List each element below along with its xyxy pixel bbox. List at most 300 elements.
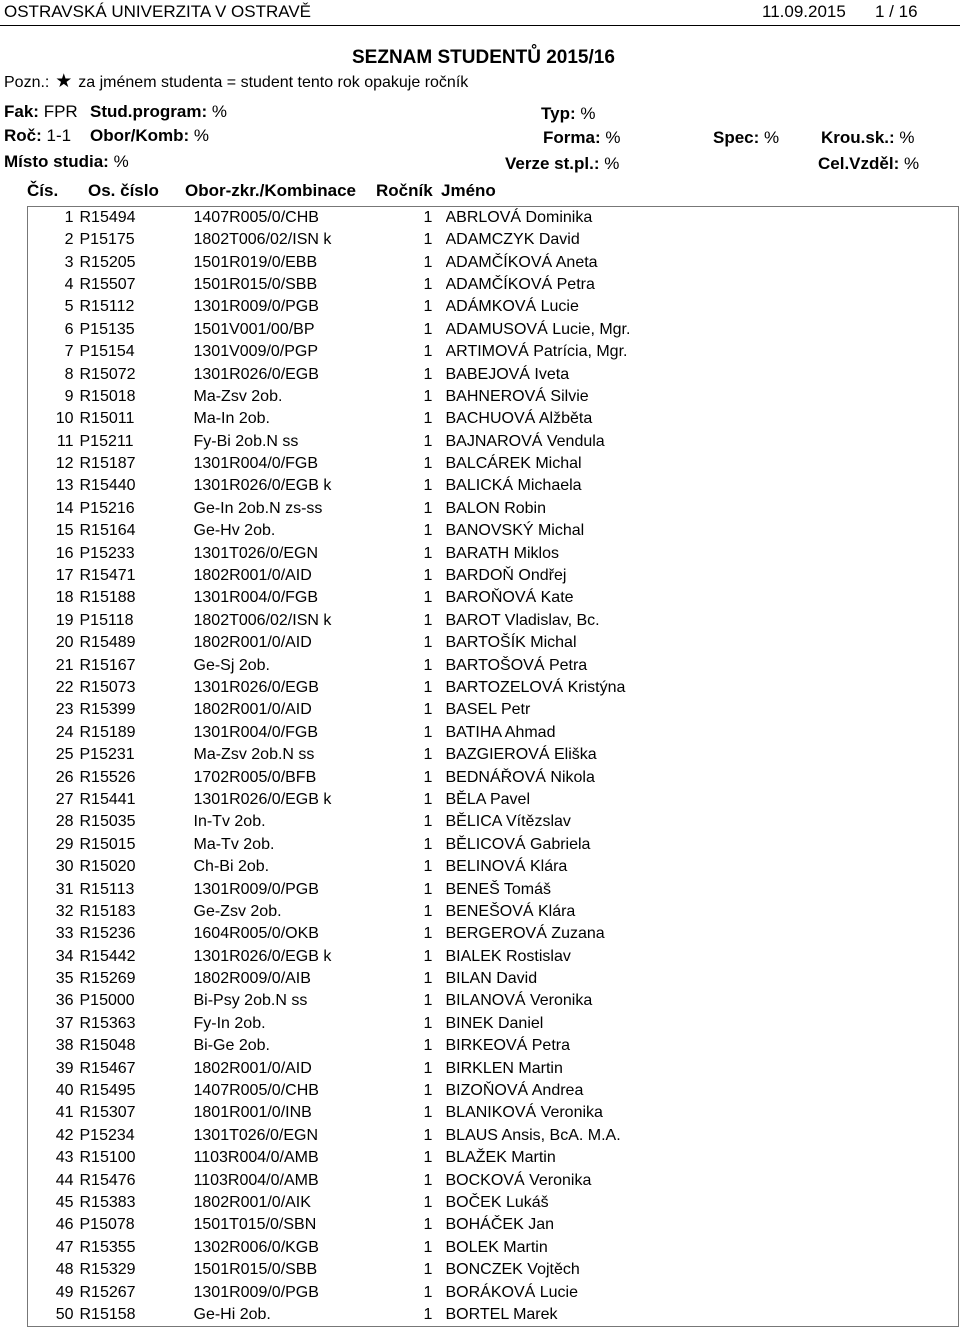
student-name: BĚLA Pavel — [445, 790, 530, 808]
filter-vzdel — [818, 154, 919, 174]
student-name: BLAŽEK Martin — [445, 1149, 556, 1167]
star-icon: ★ — [55, 71, 73, 92]
student-name: BARDOŇ Ondřej — [445, 567, 567, 585]
year: 1 — [423, 656, 433, 674]
year: 1 — [423, 611, 433, 629]
program-code: 1802R001/0/AID — [193, 1059, 312, 1077]
program-code: 1301R026/0/EGB k — [193, 790, 332, 808]
row-number: 22 — [55, 679, 74, 696]
student-id: R15205 — [79, 253, 136, 271]
year: 1 — [423, 231, 433, 249]
student-id: R15187 — [79, 455, 136, 473]
student-id: P15154 — [79, 343, 135, 361]
filter-spec-label: Spec: — [713, 128, 760, 147]
program-code: 1407R005/0/CHB — [193, 1082, 319, 1100]
row-number: 18 — [55, 589, 74, 607]
student-id: R15236 — [79, 925, 136, 943]
table-row — [28, 856, 959, 878]
student-id: R15507 — [79, 275, 136, 293]
year: 1 — [423, 880, 433, 898]
table-row — [28, 1035, 959, 1057]
program-code: 1501R015/0/SBB — [193, 1261, 318, 1279]
year: 1 — [423, 813, 433, 831]
year: 1 — [423, 298, 433, 316]
student-id: R15476 — [79, 1171, 136, 1189]
filter-typ — [541, 104, 595, 124]
student-name: BIZOŇOVÁ Andrea — [445, 1082, 584, 1100]
year: 1 — [423, 209, 433, 226]
filter-obor-label: Obor/Komb: — [90, 126, 190, 145]
program-code: 1802R009/0/AIB — [193, 970, 311, 988]
year: 1 — [423, 835, 433, 853]
table-row — [28, 677, 959, 699]
year: 1 — [423, 320, 433, 338]
year: 1 — [423, 1193, 433, 1211]
table-row — [28, 498, 959, 520]
program-code: 1802T006/02/ISN k — [193, 611, 332, 629]
program-code: 1103R004/0/AMB — [193, 1149, 319, 1167]
program-code: 1103R004/0/AMB — [193, 1171, 319, 1189]
student-id: R15383 — [79, 1193, 136, 1211]
row-number: 9 — [64, 387, 74, 405]
program-code: 1301R026/0/EGB k — [193, 477, 332, 495]
student-name: BARTOŠÍK Michal — [445, 634, 577, 652]
year: 1 — [423, 275, 433, 293]
table-row — [28, 1169, 959, 1191]
university-name: OSTRAVSKÁ UNIVERZITA V OSTRAVĚ — [4, 2, 312, 21]
student-id: R15072 — [79, 365, 136, 383]
row-number: 41 — [55, 1104, 74, 1122]
student-name: BOLEK Martin — [445, 1238, 548, 1256]
program-code: 1501T015/0/SBN — [193, 1216, 317, 1234]
student-id: R15442 — [79, 947, 136, 965]
program-code: 1802R001/0/AID — [193, 701, 312, 719]
program-code: 1301R009/0/PGB — [193, 880, 319, 898]
student-name: BINEK Daniel — [445, 1014, 544, 1032]
table-row — [28, 834, 959, 856]
student-id: R15363 — [79, 1014, 136, 1032]
row-number: 10 — [55, 410, 74, 428]
year: 1 — [423, 544, 433, 562]
row-number: 2 — [64, 231, 74, 249]
filter-krou — [821, 128, 915, 148]
program-code: 1802R001/0/AIK — [193, 1193, 311, 1211]
year: 1 — [423, 1014, 433, 1032]
student-name: BATIHA Ahmad — [445, 723, 556, 741]
student-id: R15048 — [79, 1037, 136, 1055]
student-name: BEDNÁŘOVÁ Nikola — [445, 768, 595, 786]
filter-typ-value: % — [580, 104, 596, 123]
program-code: 1801R001/0/INB — [193, 1104, 312, 1122]
row-number: 39 — [55, 1059, 74, 1077]
table-row — [28, 610, 959, 632]
program-code: 1802R001/0/AID — [193, 567, 312, 585]
page-title: SEZNAM STUDENTŮ 2015/16 — [352, 47, 615, 68]
table-row — [28, 408, 959, 430]
page-counter: 1 / 16 — [875, 2, 918, 21]
year: 1 — [423, 1037, 433, 1055]
student-id: R15158 — [79, 1305, 136, 1323]
year: 1 — [423, 634, 433, 652]
row-number: 45 — [55, 1193, 74, 1211]
row-number: 49 — [55, 1283, 74, 1301]
student-id: R15267 — [79, 1283, 136, 1301]
program-code: 1501V001/00/BP — [193, 320, 315, 338]
student-name: ADAMUSOVÁ Lucie, Mgr. — [445, 320, 631, 338]
filter-misto-label: Místo studia: — [4, 152, 109, 171]
table-row — [28, 1013, 959, 1035]
student-name: BORTEL Marek — [445, 1305, 558, 1323]
student-id: R15440 — [79, 477, 136, 495]
row-number: 50 — [55, 1305, 74, 1323]
table-row — [28, 251, 959, 273]
row-number: 43 — [55, 1149, 74, 1167]
table-row — [28, 1102, 959, 1124]
program-code: 1301R004/0/FGB — [193, 723, 319, 741]
program-code: 1501R019/0/EBB — [193, 253, 318, 271]
year: 1 — [423, 858, 433, 876]
col-header-jmeno: Jméno — [441, 181, 496, 200]
year: 1 — [423, 455, 433, 473]
filter-spec-value: % — [764, 128, 780, 147]
row-number: 24 — [55, 723, 74, 741]
student-name: ADAMČÍKOVÁ Aneta — [445, 253, 598, 271]
program-code: Ma-In 2ob. — [193, 410, 270, 428]
student-name: BARTOZELOVÁ Kristýna — [445, 679, 626, 696]
year: 1 — [423, 902, 433, 920]
student-name: BENEŠOVÁ Klára — [445, 902, 576, 920]
student-name: BELINOVÁ Klára — [445, 858, 568, 876]
student-name: BAROŇOVÁ Kate — [445, 589, 574, 607]
table-row — [28, 1192, 959, 1214]
program-code: Ch-Bi 2ob. — [193, 858, 270, 876]
row-number: 30 — [55, 858, 74, 876]
student-id: R15269 — [79, 970, 136, 988]
print-date: 11.09.2015 — [762, 2, 846, 21]
program-code: Ma-Zsv 2ob.N ss — [193, 746, 315, 764]
table-row — [28, 475, 959, 497]
student-id: P15118 — [79, 611, 134, 629]
program-code: 1301R026/0/EGB — [193, 679, 319, 696]
year: 1 — [423, 1059, 433, 1077]
student-name: BIALEK Rostislav — [445, 947, 571, 965]
student-id: R15189 — [79, 723, 136, 741]
program-code: 1301T026/0/EGN — [193, 544, 319, 562]
table-row — [28, 587, 959, 609]
student-id: R15471 — [79, 567, 136, 585]
student-id: R15441 — [79, 790, 136, 808]
filter-krou-label: Krou.sk.: — [821, 128, 895, 147]
student-id: R15489 — [79, 634, 136, 652]
student-id: R15467 — [79, 1059, 136, 1077]
row-number: 14 — [55, 499, 74, 517]
filter-misto-value: % — [113, 152, 129, 171]
filter-fak-value: FPR — [43, 102, 78, 121]
student-name: BIRKEOVÁ Petra — [445, 1037, 570, 1055]
row-number: 46 — [55, 1216, 74, 1234]
program-code: 1301R009/0/PGB — [193, 298, 319, 316]
row-number: 40 — [55, 1082, 74, 1100]
program-code: Ma-Zsv 2ob. — [193, 387, 283, 405]
table-row — [28, 1281, 959, 1303]
year: 1 — [423, 723, 433, 741]
program-code: Fy-In 2ob. — [193, 1014, 266, 1032]
student-id: R15020 — [79, 858, 136, 876]
table-row — [28, 453, 959, 475]
row-number: 8 — [64, 365, 74, 383]
filter-roc-label: Roč: — [4, 126, 42, 145]
table-row — [28, 1214, 959, 1236]
table-row — [28, 946, 959, 968]
student-name: BIRKLEN Martin — [445, 1059, 563, 1077]
row-number: 32 — [55, 902, 74, 920]
student-id: R15183 — [79, 902, 136, 920]
student-name: BOCKOVÁ Veronika — [445, 1171, 592, 1189]
program-code: 1407R005/0/CHB — [193, 209, 319, 226]
student-name: BILANOVÁ Veronika — [445, 992, 593, 1010]
row-number: 25 — [55, 746, 74, 764]
student-name: BILAN David — [445, 970, 538, 988]
filter-fak — [4, 102, 78, 122]
year: 1 — [423, 1283, 433, 1301]
student-name: BLANIKOVÁ Veronika — [445, 1104, 603, 1122]
student-name: BAHNEROVÁ Silvie — [445, 387, 589, 405]
student-id: P15231 — [79, 746, 135, 764]
year: 1 — [423, 1126, 433, 1144]
program-code: 1301R026/0/EGB k — [193, 947, 332, 965]
student-id: R15100 — [79, 1149, 136, 1167]
row-number: 7 — [64, 343, 74, 361]
year: 1 — [423, 365, 433, 383]
student-name: BĚLICOVÁ Gabriela — [445, 835, 591, 853]
row-number: 37 — [55, 1014, 74, 1032]
student-name: BALCÁREK Michal — [445, 455, 582, 473]
student-name: BENEŠ Tomáš — [445, 880, 552, 898]
table-row — [28, 699, 959, 721]
col-header-rocnik: Ročník — [376, 181, 433, 200]
student-name: BARATH Miklos — [445, 544, 559, 562]
row-number: 38 — [55, 1037, 74, 1055]
table-row — [28, 542, 959, 564]
student-name: ABRLOVÁ Dominika — [445, 209, 593, 226]
student-id: R15113 — [79, 880, 135, 898]
year: 1 — [423, 343, 433, 361]
table-row — [28, 1057, 959, 1079]
year: 1 — [423, 970, 433, 988]
program-code: 1702R005/0/BFB — [193, 768, 317, 786]
filter-forma-label: Forma: — [543, 128, 601, 147]
year: 1 — [423, 925, 433, 943]
program-code: In-Tv 2ob. — [193, 813, 266, 831]
filter-stud-program — [90, 102, 227, 122]
row-number: 48 — [55, 1261, 74, 1279]
student-name: BERGEROVÁ Zuzana — [445, 925, 605, 943]
student-name: BALICKÁ Michaela — [445, 477, 582, 495]
table-row — [28, 878, 959, 900]
year: 1 — [423, 768, 433, 786]
note-line — [4, 70, 468, 93]
row-number: 16 — [55, 544, 74, 562]
row-number: 35 — [55, 970, 74, 988]
filter-roc-value: 1-1 — [46, 126, 72, 145]
table-row — [28, 1237, 959, 1259]
year: 1 — [423, 1149, 433, 1167]
student-name: ADAMČÍKOVÁ Petra — [445, 275, 595, 293]
year: 1 — [423, 992, 433, 1010]
year: 1 — [423, 567, 433, 585]
table-row — [28, 968, 959, 990]
program-code: Ge-Zsv 2ob. — [193, 902, 282, 920]
student-name: BORÁKOVÁ Lucie — [445, 1283, 578, 1301]
program-code: Bi-Ge 2ob. — [193, 1037, 270, 1055]
table-row — [28, 431, 959, 453]
student-name: BOHÁČEK Jan — [445, 1216, 554, 1234]
student-rows — [28, 207, 959, 1327]
table-row — [28, 632, 959, 654]
filter-verze — [505, 154, 619, 174]
program-code: Ma-Tv 2ob. — [193, 835, 275, 853]
year: 1 — [423, 746, 433, 764]
year: 1 — [423, 790, 433, 808]
table-row — [28, 1080, 959, 1102]
header-divider — [0, 25, 960, 26]
student-table — [27, 206, 959, 1327]
student-id: R15526 — [79, 768, 136, 786]
table-row — [28, 901, 959, 923]
student-name: BANOVSKÝ Michal — [445, 522, 585, 540]
program-code: Ge-Hi 2ob. — [193, 1305, 271, 1323]
student-id: R15494 — [79, 209, 136, 226]
program-code: 1302R006/0/KGB — [193, 1238, 319, 1256]
student-name: BAJNAROVÁ Vendula — [445, 432, 605, 450]
year: 1 — [423, 1238, 433, 1256]
student-name: ADAMCZYK David — [445, 231, 580, 249]
row-number: 20 — [55, 634, 74, 652]
table-row — [28, 207, 959, 230]
student-id: R15355 — [79, 1238, 136, 1256]
year: 1 — [423, 679, 433, 696]
year: 1 — [423, 1171, 433, 1189]
row-number: 12 — [55, 455, 74, 473]
year: 1 — [423, 701, 433, 719]
year: 1 — [423, 1082, 433, 1100]
row-number: 11 — [56, 432, 74, 450]
row-number: 1 — [64, 209, 74, 226]
student-id: R15307 — [79, 1104, 136, 1122]
row-number: 44 — [55, 1171, 74, 1189]
year: 1 — [423, 432, 433, 450]
student-id: R15188 — [79, 589, 136, 607]
student-id: R15011 — [79, 410, 135, 428]
filter-obor-value: % — [193, 126, 210, 145]
filter-spec — [713, 128, 779, 148]
student-id: P15234 — [79, 1126, 135, 1144]
filter-vzdel-label: Cel.Vzděl: — [818, 154, 900, 173]
student-id: P15000 — [79, 992, 135, 1010]
program-code: 1501R015/0/SBB — [193, 275, 318, 293]
table-row — [28, 1147, 959, 1169]
table-row — [28, 1304, 959, 1327]
table-row — [28, 789, 959, 811]
student-name: BARTOŠOVÁ Petra — [445, 656, 588, 674]
program-code: 1301R004/0/FGB — [193, 455, 319, 473]
student-name: BALON Robin — [445, 499, 546, 517]
student-id: R15035 — [79, 813, 136, 831]
table-row — [28, 766, 959, 788]
filter-stud-program-label: Stud.program: — [90, 102, 208, 121]
year: 1 — [423, 410, 433, 428]
row-number: 6 — [64, 320, 74, 338]
student-id: P15211 — [79, 432, 134, 450]
year: 1 — [423, 499, 433, 517]
row-number: 33 — [55, 925, 74, 943]
student-name: BAROT Vladislav, Bc. — [445, 611, 600, 629]
student-id: P15233 — [79, 544, 135, 562]
table-row — [28, 386, 959, 408]
table-row — [28, 520, 959, 542]
program-code: Ge-Sj 2ob. — [193, 656, 270, 674]
student-name: BACHUOVÁ Alžběta — [445, 410, 593, 428]
filter-stud-program-value: % — [211, 102, 227, 121]
program-code: 1301T026/0/EGN — [193, 1126, 319, 1144]
row-number: 29 — [55, 835, 74, 853]
filter-verze-value: % — [604, 154, 620, 173]
program-code: Bi-Psy 2ob.N ss — [193, 992, 308, 1010]
table-row — [28, 1259, 959, 1281]
student-id: P15216 — [79, 499, 135, 517]
table-row — [28, 229, 959, 251]
filter-verze-label: Verze st.pl.: — [505, 154, 600, 173]
program-code: 1301R009/0/PGB — [193, 1283, 319, 1301]
student-name: ADÁMKOVÁ Lucie — [445, 298, 579, 316]
student-id: P15078 — [79, 1216, 135, 1234]
year: 1 — [423, 1216, 433, 1234]
year: 1 — [423, 1104, 433, 1122]
col-header-num: Čís. — [27, 181, 59, 200]
student-name: BĚLICA Vítězslav — [445, 813, 571, 831]
student-id: P15175 — [79, 231, 135, 249]
student-id: R15329 — [79, 1261, 136, 1279]
student-name: BONCZEK Vojtěch — [445, 1261, 580, 1279]
row-number: 28 — [55, 813, 74, 831]
program-code: 1301R004/0/FGB — [193, 589, 319, 607]
row-number: 15 — [55, 522, 74, 540]
row-number: 23 — [55, 701, 74, 719]
student-id: R15112 — [79, 298, 135, 316]
program-code: 1301V009/0/PGP — [193, 343, 319, 361]
table-row — [28, 341, 959, 363]
table-row — [28, 274, 959, 296]
col-header-obor: Obor-zkr./Kombinace — [185, 181, 356, 200]
year: 1 — [423, 477, 433, 495]
year: 1 — [423, 522, 433, 540]
student-name: BABEJOVÁ Iveta — [445, 365, 570, 383]
student-id: R15018 — [79, 387, 136, 405]
student-name: ARTIMOVÁ Patrícia, Mgr. — [445, 343, 628, 361]
filter-forma-value: % — [605, 128, 621, 147]
table-row — [28, 744, 959, 766]
student-name: BASEL Petr — [445, 701, 531, 719]
year: 1 — [423, 1261, 433, 1279]
student-id: R15495 — [79, 1082, 136, 1100]
note-label: Pozn.: — [4, 74, 50, 91]
table-row — [28, 565, 959, 587]
table-row — [28, 722, 959, 744]
table-row — [28, 990, 959, 1012]
row-number: 36 — [55, 992, 74, 1010]
note-text: za jménem studenta = student tento rok opakuje ročník — [78, 74, 469, 91]
row-number: 3 — [64, 253, 74, 271]
